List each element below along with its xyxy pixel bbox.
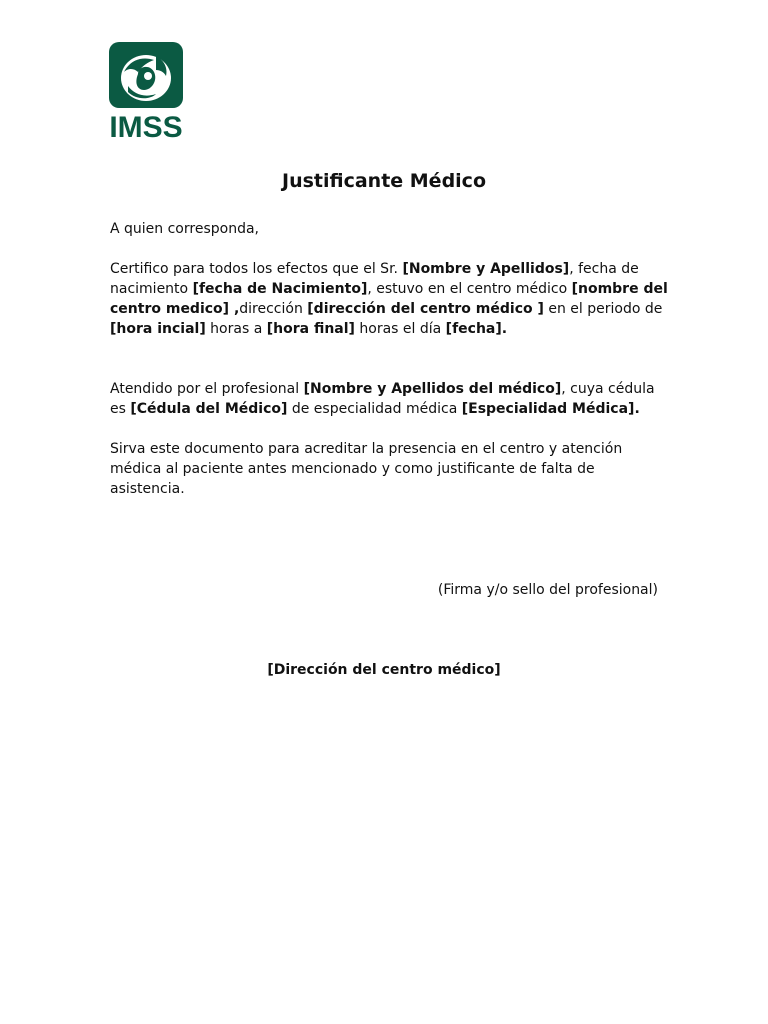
para1-text-1: Certifico para todos los efectos que el Sr. <box>110 261 398 277</box>
birth-date-field: [fecha de Nacimiento] <box>192 281 368 297</box>
para1-text-6: horas a <box>210 321 263 337</box>
para1-text-2: , fecha de nacimiento <box>110 261 639 297</box>
para1-text-7: horas el día <box>359 321 442 337</box>
date-field: [fecha]. <box>445 321 508 337</box>
start-time-field: [hora incial] <box>110 321 206 337</box>
para2-text-1: Atendido por el profesional <box>110 381 300 397</box>
greeting: A quien corresponda, <box>110 221 259 237</box>
certification-paragraph <box>110 259 670 339</box>
center-address-footer: [Dirección del centro médico] <box>267 662 501 678</box>
imss-emblem-icon <box>108 42 186 140</box>
document-title: Justificante Médico <box>282 170 486 192</box>
para2-text-3: de especialidad médica <box>291 401 458 417</box>
imss-logo <box>108 42 186 140</box>
center-address-field: [dirección del centro médico ] <box>307 301 544 317</box>
svg-text:IMSS: IMSS <box>109 111 183 140</box>
attending-paragraph <box>110 379 670 419</box>
para1-text-5: en el periodo de <box>548 301 663 317</box>
purpose-paragraph: Sirva este documento para acreditar la presencia en el centro y atención médica al paciente antes mencionado y como justificante de falta de asistencia. <box>110 441 623 497</box>
para1-text-4: dirección <box>239 301 303 317</box>
license-field: [Cédula del Médico] <box>130 401 288 417</box>
para2-text-2: , cuya cédula es <box>110 381 655 417</box>
doctor-name-field: [Nombre y Apellidos del médico] <box>303 381 562 397</box>
signature-line: (Firma y/o sello del profesional) <box>437 582 658 598</box>
para1-text-3: , estuvo en el centro médico <box>367 281 568 297</box>
center-name-field: [nombre del centro medico] , <box>110 281 668 317</box>
patient-name-field: [Nombre y Apellidos] <box>402 261 570 277</box>
end-time-field: [hora final] <box>266 321 355 337</box>
specialty-field: [Especialidad Médica]. <box>461 401 640 417</box>
